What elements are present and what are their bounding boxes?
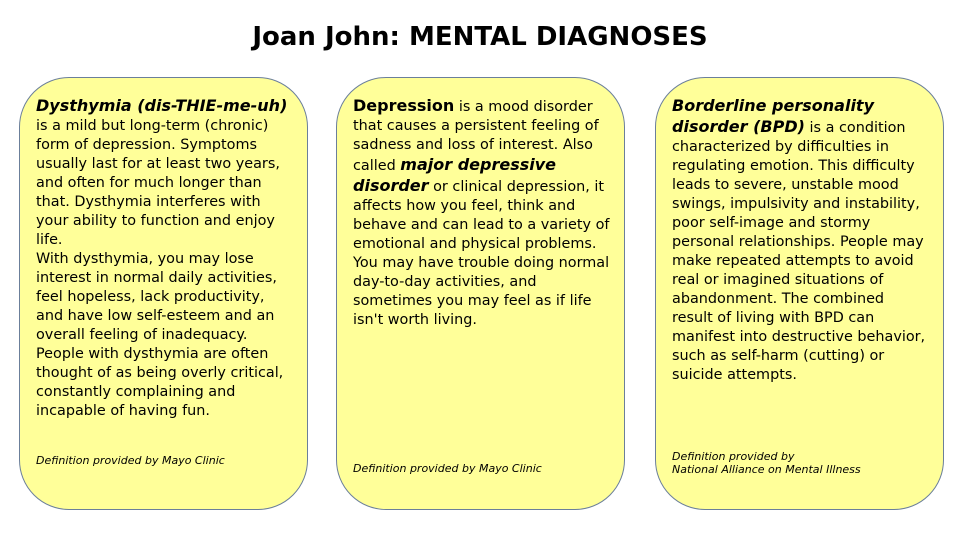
definition-paragraph [36,96,293,250]
source-line: National Alliance on Mental Illness [672,463,861,476]
term-bpd: Borderline personality disorder (BPD) [672,96,874,136]
source-note [672,450,861,476]
term-major-depressive-disorder: major depressive disorder [353,155,557,195]
card-body [36,96,293,421]
term-dysthymia: Dysthymia (dis-THIE-me-uh) [36,96,288,115]
term-depression: Depression [353,96,455,115]
source-note: Definition provided by Mayo Clinic [36,454,225,467]
definition-paragraph [672,96,929,385]
definition-text: or clinical depression, it affects how you feel, think and behave and can lead to a variety of emotional and physical problems. You may have trouble doing normal day-to-day activities, and sometimes you may feel as if life isn't worth living. [353,179,610,328]
depression-card [336,77,625,510]
definition-text: is a mild but long-term (chronic) form of depression. Symptoms usually last for at least two years, and often for much longer than that. Dysthymia interferes with your ability to function and enjoy life. [36,118,280,248]
definition-paragraph [353,96,610,330]
source-line: Definition provided by [672,450,795,463]
card-body [672,96,929,385]
card-body [353,96,610,330]
source-note: Definition provided by Mayo Clinic [353,462,542,475]
definition-text: is a condition characterized by difficulties in regulating emotion. This difficulty leads to severe, unstable mood swings, impulsivity and instability, poor self-image and stormy personal relationships. People may make repeated attempts to avoid real or imagined situations of abandonment. The combined result of living with BPD can manifest into destructive behavior, such as self-harm (cutting) or suicide attempts. [672,120,926,383]
dysthymia-card [19,77,308,510]
bpd-card [655,77,944,510]
definition-text: is a mood disorder that causes a persistent feeling of sadness and loss of interest. Also called [353,99,599,174]
page-title: Joan John: MENTAL DIAGNOSES [252,22,708,52]
definition-paragraph: With dysthymia, you may lose interest in normal daily activities, feel hopeless, lack productivity, and have low self-esteem and an overall feeling of inadequacy. People with dysthymia are often thought of as being overly critical, constantly complaining and incapable of having fun. [36,251,284,419]
